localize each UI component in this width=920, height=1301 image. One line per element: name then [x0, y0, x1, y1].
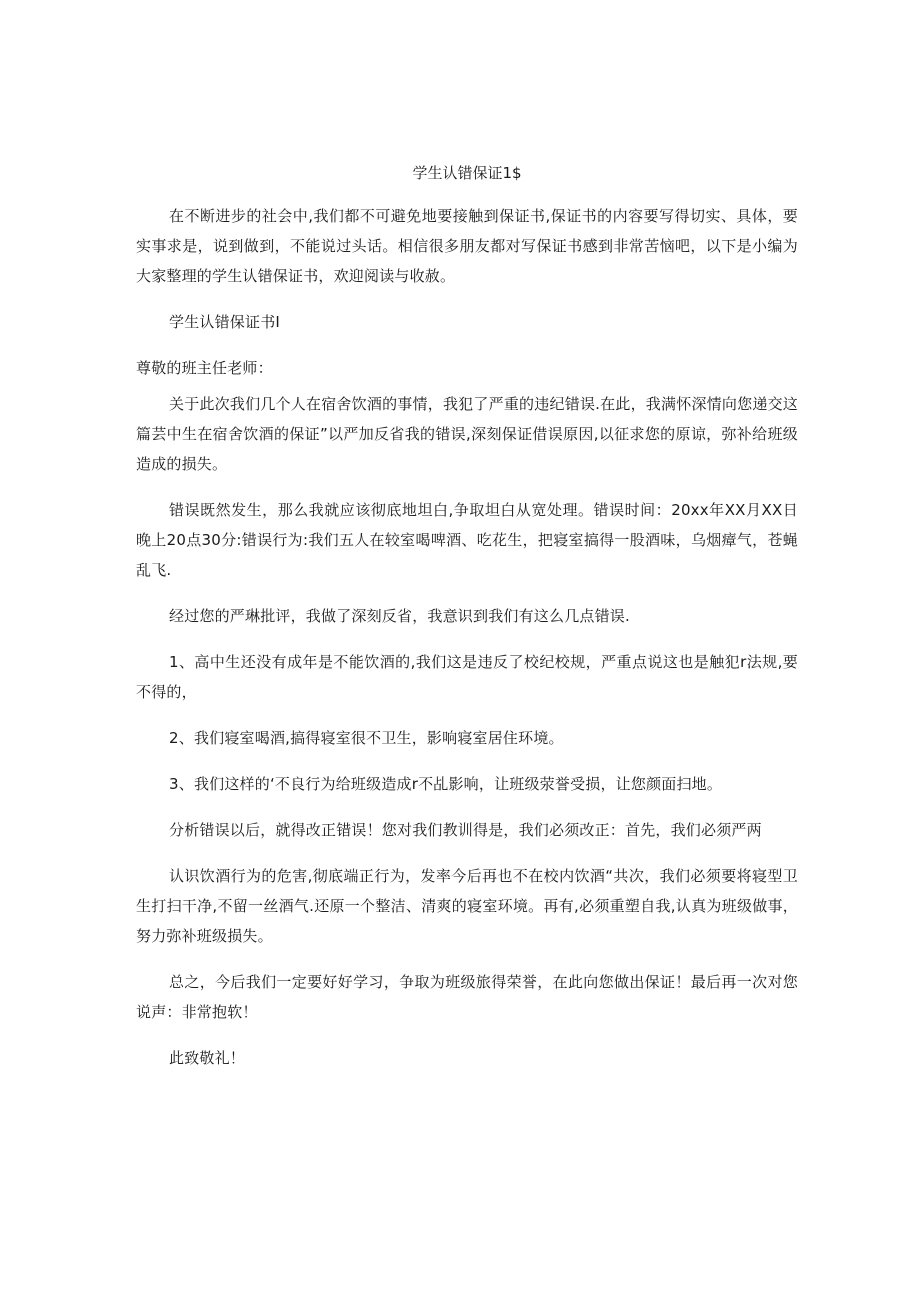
body-paragraph: 关于此次我们几个人在宿舍饮酒的事情，我犯了严重的违纪错误.在此，我满怀深情向您递交这篇芸中生在宿舍饮酒的保证”以严加反省我的错误,深刻保证借误原因,以征求您的原谅，弥补给班级造成的损失。 — [136, 395, 798, 473]
body-paragraph: 认识饮酒行为的危害,彻底端正行为，发率今后再也不在校内饮酒“共次，我们必须要将寝型卫生打扫干净,不留一丝酒气.还原一个整洁、清爽的寝室环境。再有,必须重塑自我,认真为班级做事，努力弥补班级损失。 — [136, 867, 798, 945]
document-title: 学生认错保证1$ — [412, 164, 522, 182]
document-page — [136, 159, 798, 1089]
intro-paragraph: 在不断进步的社会中,我们都不可避免地要接触到保证书,保证书的内容要写得切实、具体，要实事求是，说到做到，不能说过头话。相信很多朋友都对写保证书感到非常苦恼吧，以下是小编为大家整理的学生认错保证书，欢迎阅读与收赦。 — [136, 207, 798, 285]
section-subtitle: 学生认错保证书I — [169, 313, 281, 331]
sign-off: 此致敬礼！ — [169, 1049, 246, 1067]
body-paragraph: 经过您的严琳批评，我做了深刻反省，我意识到我们有这么几点错误. — [169, 607, 630, 625]
body-paragraph: 错误既然发生，那么我就应该彻底地坦白,争取坦白从宽处理。错误时间：20xx年XX月XX日晚上20点30分:错误行为:我们五人在较室喝啤酒、吃花生，把寝室搞得一股酒味，乌烟瘴气，苍蝇乱飞. — [136, 501, 798, 579]
list-item-3: 3、我们这样的‘不良行为给班级造成r不乩影响，让班级荥誉受损，让您颜面扫地。 — [169, 775, 723, 793]
salutation: 尊敬的班主任老师： — [136, 359, 273, 377]
list-item-1: 1、高中生还没有成年是不能饮酒的,我们这是违反了校纪校规，严重点说这也是触犯r法规,要不得的， — [136, 653, 798, 701]
closing-paragraph: 总之，今后我们一定要好好学习，争取为班级旅得荣誉，在此向您做出保证！最后再一次对您说声：非常抱软！ — [136, 973, 798, 1021]
body-paragraph: 分析错误以后，就得改正错误！您对我们教训得是，我们必须改正：首先，我们必须严两 — [169, 821, 762, 839]
list-item-2: 2、我们寝室喝酒,搞得寝室很不卫生，影响寝室居住环境。 — [169, 729, 564, 747]
